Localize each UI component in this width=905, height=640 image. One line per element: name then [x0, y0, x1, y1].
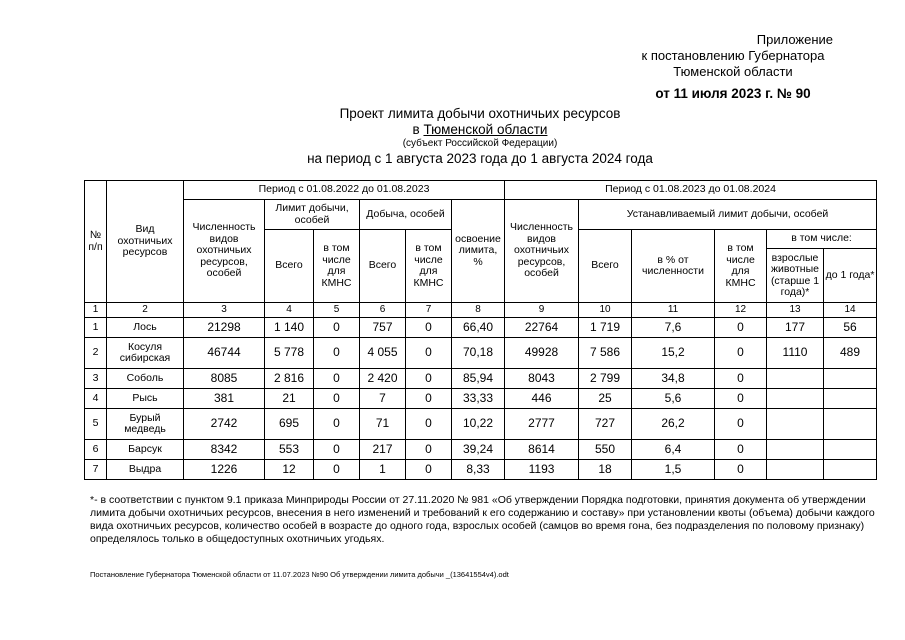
row-number: 1: [85, 318, 107, 338]
harvest-kmns-cell: 0: [406, 409, 452, 440]
column-number: 14: [824, 303, 877, 318]
limit2-percent-cell: 6,4: [632, 440, 715, 460]
usage-percent-cell: 33,33: [452, 389, 505, 409]
header-kmns2: в том числе для КМНС: [715, 230, 767, 303]
title-subject-note: (субъект Российской Федерации): [402, 138, 558, 149]
appendix-date: от 11 июля 2023 г. № 90: [655, 86, 811, 101]
header-including: в том числе:: [767, 230, 877, 249]
adults-cell: 177: [767, 318, 824, 338]
limit2-percent-cell: 26,2: [632, 409, 715, 440]
header-species: Вид охотничьих ресурсов: [107, 181, 184, 303]
harvest-kmns-cell: 0: [406, 369, 452, 389]
limit2-kmns-cell: 0: [715, 389, 767, 409]
limit2-percent-cell: 34,8: [632, 369, 715, 389]
row-number: 6: [85, 440, 107, 460]
harvest-total-cell: 757: [360, 318, 406, 338]
usage-percent-cell: 85,94: [452, 369, 505, 389]
adults-cell: [767, 389, 824, 409]
adults-cell: [767, 440, 824, 460]
table-row: [85, 318, 877, 338]
population-cell: 1226: [184, 460, 265, 480]
population2-cell: 49928: [505, 338, 579, 369]
population2-cell: 1193: [505, 460, 579, 480]
population2-cell: 2777: [505, 409, 579, 440]
limit2-total-cell: 25: [579, 389, 632, 409]
header-set-limit: Устанавливаемый лимит добычи, особей: [579, 200, 877, 230]
species-name: Бурый медведь: [107, 409, 184, 440]
table-row: [85, 440, 877, 460]
row-number: 7: [85, 460, 107, 480]
column-number: 9: [505, 303, 579, 318]
title-period: на период с 1 августа 2023 года до 1 августа 2024 года: [307, 151, 653, 166]
header-population2: Численность видов охотничьих ресурсов, особей: [505, 200, 579, 303]
limit-total-cell: 553: [265, 440, 314, 460]
column-number: 11: [632, 303, 715, 318]
header-period1: Период с 01.08.2022 до 01.08.2023: [184, 181, 505, 200]
header-harvest-kmns: в том числе для КМНС: [406, 230, 452, 303]
table-row: [85, 389, 877, 409]
limit-kmns-cell: 0: [314, 338, 360, 369]
header-percent: в % от численности: [632, 230, 715, 303]
limit2-percent-cell: 1,5: [632, 460, 715, 480]
column-number-row: [85, 303, 877, 318]
young-cell: [824, 389, 877, 409]
column-number: 7: [406, 303, 452, 318]
limit-kmns-cell: 0: [314, 460, 360, 480]
limit-total-cell: 21: [265, 389, 314, 409]
population-cell: 8342: [184, 440, 265, 460]
limit-kmns-cell: 0: [314, 318, 360, 338]
population2-cell: 446: [505, 389, 579, 409]
header-total2: Всего: [579, 230, 632, 303]
limit2-kmns-cell: 0: [715, 409, 767, 440]
population2-cell: 8043: [505, 369, 579, 389]
appendix-label: Приложение: [756, 32, 833, 47]
young-cell: [824, 409, 877, 440]
adults-cell: [767, 369, 824, 389]
limit2-kmns-cell: 0: [715, 369, 767, 389]
limit-kmns-cell: 0: [314, 409, 360, 440]
limit-total-cell: 695: [265, 409, 314, 440]
appendix-region: Тюменской области: [673, 64, 793, 79]
header-harvest-total: Всего: [360, 230, 406, 303]
limit2-percent-cell: 15,2: [632, 338, 715, 369]
species-name: Косуля сибирская: [107, 338, 184, 369]
species-name: Рысь: [107, 389, 184, 409]
harvest-total-cell: 2 420: [360, 369, 406, 389]
harvest-total-cell: 71: [360, 409, 406, 440]
title-line1: Проект лимита добычи охотничьих ресурсов: [339, 106, 621, 121]
population2-cell: 8614: [505, 440, 579, 460]
column-number: 8: [452, 303, 505, 318]
appendix-block: [603, 32, 863, 102]
table-row: [85, 369, 877, 389]
harvest-total-cell: 217: [360, 440, 406, 460]
young-cell: 56: [824, 318, 877, 338]
harvest-total-cell: 1: [360, 460, 406, 480]
species-name: Лось: [107, 318, 184, 338]
header-period2: Период с 01.08.2023 до 01.08.2024: [505, 181, 877, 200]
usage-percent-cell: 8,33: [452, 460, 505, 480]
column-number: 5: [314, 303, 360, 318]
adults-cell: [767, 460, 824, 480]
table-row: [85, 460, 877, 480]
species-name: Соболь: [107, 369, 184, 389]
harvest-kmns-cell: 0: [406, 318, 452, 338]
adults-cell: 1110: [767, 338, 824, 369]
population2-cell: 22764: [505, 318, 579, 338]
limit-total-cell: 12: [265, 460, 314, 480]
limit2-kmns-cell: 0: [715, 338, 767, 369]
footnote: *- в соответствии с пунктом 9.1 приказа Минприроды России от 27.11.2020 № 981 «Об утверждении Порядка подготовки, принятия документа об утверждении лимита добычи охотничьих ресурсов, внесения в него изменений и требований к его содержанию и составу» при установлении квоты (объема) добычи каждого вида охотничьих ресурсов, количество особей в возрасте до одного года, взрослых особей (самцов во время гона, без подразделения по половому признаку) определялось только в общедоступных охотничьих угодьях.: [90, 494, 875, 545]
harvest-kmns-cell: 0: [406, 440, 452, 460]
limits-table: [84, 180, 877, 480]
header-total: Всего: [265, 230, 314, 303]
title-prefix: в: [412, 122, 424, 137]
header-population: Численность видов охотничьих ресурсов, особей: [184, 200, 265, 303]
appendix-decree: к постановлению Губернатора: [641, 48, 825, 63]
header-kmns: в том числе для КМНС: [314, 230, 360, 303]
row-number: 3: [85, 369, 107, 389]
limit2-kmns-cell: 0: [715, 460, 767, 480]
header-harvest: Добыча, особей: [360, 200, 452, 230]
document-title: [190, 106, 770, 167]
column-number: 12: [715, 303, 767, 318]
limit-kmns-cell: 0: [314, 389, 360, 409]
header-limit: Лимит добычи, особей: [265, 200, 360, 230]
document-footer: Постановление Губернатора Тюменской области от 11.07.2023 №90 Об утверждении лимита добычи _(13641554v4).odt: [90, 570, 509, 579]
limit-total-cell: 1 140: [265, 318, 314, 338]
harvest-kmns-cell: 0: [406, 460, 452, 480]
harvest-total-cell: 4 055: [360, 338, 406, 369]
limit-total-cell: 2 816: [265, 369, 314, 389]
header-young: до 1 года*: [824, 249, 877, 303]
population-cell: 8085: [184, 369, 265, 389]
harvest-kmns-cell: 0: [406, 338, 452, 369]
column-number: 1: [85, 303, 107, 318]
adults-cell: [767, 409, 824, 440]
species-name: Барсук: [107, 440, 184, 460]
usage-percent-cell: 39,24: [452, 440, 505, 460]
limit2-total-cell: 18: [579, 460, 632, 480]
row-number: 5: [85, 409, 107, 440]
species-name: Выдра: [107, 460, 184, 480]
row-number: 2: [85, 338, 107, 369]
young-cell: [824, 440, 877, 460]
title-line2: [190, 122, 770, 138]
limit-kmns-cell: 0: [314, 440, 360, 460]
population-cell: 46744: [184, 338, 265, 369]
limit2-total-cell: 2 799: [579, 369, 632, 389]
limit2-total-cell: 1 719: [579, 318, 632, 338]
population-cell: 2742: [184, 409, 265, 440]
usage-percent-cell: 66,40: [452, 318, 505, 338]
harvest-total-cell: 7: [360, 389, 406, 409]
header-num: № п/п: [85, 181, 107, 303]
header-usage: освоение лимита, %: [452, 200, 505, 303]
young-cell: [824, 460, 877, 480]
young-cell: 489: [824, 338, 877, 369]
limit2-kmns-cell: 0: [715, 440, 767, 460]
limit-kmns-cell: 0: [314, 369, 360, 389]
limit-total-cell: 5 778: [265, 338, 314, 369]
population-cell: 21298: [184, 318, 265, 338]
column-number: 4: [265, 303, 314, 318]
limit2-total-cell: 7 586: [579, 338, 632, 369]
header-adults: взрослые животные (старше 1 года)*: [767, 249, 824, 303]
table-row: [85, 338, 877, 369]
column-number: 10: [579, 303, 632, 318]
limit2-total-cell: 727: [579, 409, 632, 440]
column-number: 13: [767, 303, 824, 318]
row-number: 4: [85, 389, 107, 409]
usage-percent-cell: 70,18: [452, 338, 505, 369]
title-region: Тюменской области: [423, 122, 548, 137]
limit2-kmns-cell: 0: [715, 318, 767, 338]
young-cell: [824, 369, 877, 389]
table-row: [85, 409, 877, 440]
column-number: 2: [107, 303, 184, 318]
column-number: 6: [360, 303, 406, 318]
limit2-percent-cell: 5,6: [632, 389, 715, 409]
limit2-percent-cell: 7,6: [632, 318, 715, 338]
usage-percent-cell: 10,22: [452, 409, 505, 440]
table-body: [85, 318, 877, 480]
limit2-total-cell: 550: [579, 440, 632, 460]
population-cell: 381: [184, 389, 265, 409]
column-number: 3: [184, 303, 265, 318]
harvest-kmns-cell: 0: [406, 389, 452, 409]
